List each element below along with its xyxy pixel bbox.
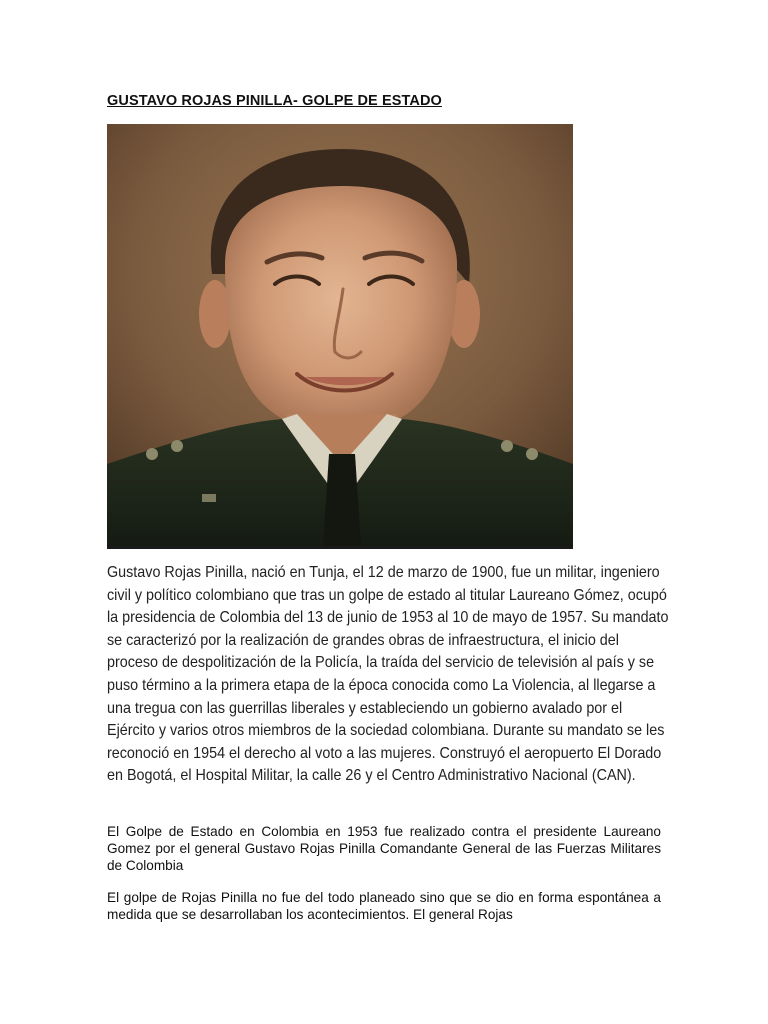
paragraph-coup-details: El golpe de Rojas Pinilla no fue del todo planeado sino que se dio en forma espontánea a medida que se desarrollaban los acontecimientos. El general Rojas — [107, 890, 661, 922]
paragraph-biography: Gustavo Rojas Pinilla, nació en Tunja, el 12 de marzo de 1900, fue un militar, ingeniero civil y político colombiano que tras un golpe de estado al titular Laureano Gómez, ocupó la presidencia de Colombia del 13 de junio de 1953 al 10 de mayo de 1957. Su mandato se caracterizó por la realización de grandes obras de infraestructura, el inicio del proceso de despolitización de la Policía, la traída del servicio de televisión al país y se puso término a la primera etapa de la época conocida como La Violencia, al llegarse a una tregua con las guerrillas liberales y estableciendo un gobierno avalado por el Ejército y varios otros miembros de la sociedad colombiana. Durante su mandato se les reconoció en 1954 el derecho al voto a las mujeres. Construyó el aeropuerto El Dorado en Bogotá, el Hospital Militar, la calle 26 y el Centro Administrativo Nacional (CAN). — [107, 564, 669, 785]
portrait-image — [107, 124, 573, 546]
paragraph-coup-summary: El Golpe de Estado en Colombia en 1953 fue realizado contra el presidente Laureano Gomez por el general Gustavo Rojas Pinilla Comandante General de las Fuerzas Militares de Colombia — [107, 824, 661, 873]
image-underline — [107, 546, 573, 549]
document-title: GUSTAVO ROJAS PINILLA- GOLPE DE ESTADO — [107, 93, 442, 109]
